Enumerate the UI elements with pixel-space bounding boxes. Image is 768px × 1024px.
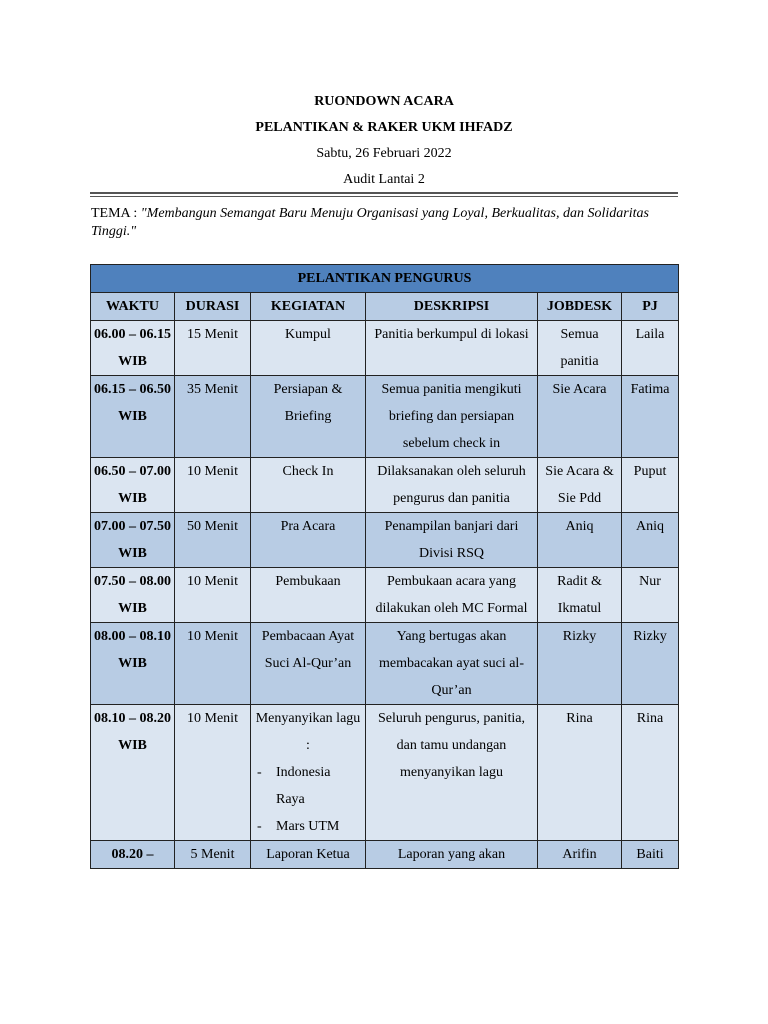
cell-durasi: 10 Menit (175, 623, 251, 705)
cell-waktu: 07.00 – 07.50 WIB (91, 513, 175, 568)
cell-kegiatan: Pembacaan Ayat Suci Al-Qur’an (251, 623, 366, 705)
cell-jobdesk: Radit & Ikmatul (538, 568, 622, 623)
tema-label: TEMA : (91, 206, 141, 221)
cell-waktu: 06.00 – 06.15 WIB (91, 321, 175, 376)
cell-pj: Fatima (622, 376, 679, 458)
cell-durasi: 50 Menit (175, 513, 251, 568)
cell-pj: Puput (622, 458, 679, 513)
table-row (91, 568, 679, 623)
table-row (91, 458, 679, 513)
cell-waktu: 08.10 – 08.20 WIB (91, 705, 175, 841)
cell-kegiatan (251, 705, 366, 841)
cell-deskripsi: Yang bertugas akan membacakan ayat suci al-Qur’an (366, 623, 538, 705)
tema-text: "Membangun Semangat Baru Menuju Organisasi yang Loyal, Berkualitas, dan Solidaritas Tinggi." (91, 206, 649, 239)
cell-deskripsi: Pembukaan acara yang dilakukan oleh MC Formal (366, 568, 538, 623)
cell-kegiatan: Laporan Ketua (251, 841, 366, 869)
cell-durasi: 15 Menit (175, 321, 251, 376)
cell-durasi: 10 Menit (175, 568, 251, 623)
cell-waktu: 08.00 – 08.10 WIB (91, 623, 175, 705)
cell-kegiatan: Check In (251, 458, 366, 513)
header-divider-thick (90, 192, 678, 194)
table-row (91, 705, 679, 841)
cell-durasi: 10 Menit (175, 458, 251, 513)
table-row (91, 623, 679, 705)
tema-paragraph (91, 205, 651, 241)
column-header-durasi: DURASI (175, 293, 251, 321)
cell-waktu: 06.15 – 06.50 WIB (91, 376, 175, 458)
cell-jobdesk: Semua panitia (538, 321, 622, 376)
cell-jobdesk: Arifin (538, 841, 622, 869)
doc-title: RUONDOWN ACARA (314, 94, 454, 109)
list-item: - Mars UTM (254, 813, 362, 840)
cell-deskripsi: Dilaksanakan oleh seluruh pengurus dan panitia (366, 458, 538, 513)
table-row (91, 841, 679, 869)
cell-waktu: 08.20 – (91, 841, 175, 869)
cell-deskripsi: Panitia berkumpul di lokasi (366, 321, 538, 376)
cell-pj: Nur (622, 568, 679, 623)
cell-kegiatan: Kumpul (251, 321, 366, 376)
column-header-waktu: WAKTU (91, 293, 175, 321)
cell-kegiatan: Pembukaan (251, 568, 366, 623)
kegiatan-text: Menyanyikan lagu : (255, 711, 361, 753)
list-item: - Indonesia Raya (254, 759, 362, 813)
cell-kegiatan: Pra Acara (251, 513, 366, 568)
column-header-deskripsi: DESKRIPSI (366, 293, 538, 321)
table-row (91, 376, 679, 458)
table-row (91, 513, 679, 568)
header-divider-thin (90, 196, 678, 197)
cell-jobdesk: Rina (538, 705, 622, 841)
cell-deskripsi: Penampilan banjari dari Divisi RSQ (366, 513, 538, 568)
cell-kegiatan: Persiapan & Briefing (251, 376, 366, 458)
section-title: PELANTIKAN PENGURUS (91, 265, 679, 293)
cell-durasi: 35 Menit (175, 376, 251, 458)
cell-deskripsi: Semua panitia mengikuti briefing dan persiapan sebelum check in (366, 376, 538, 458)
cell-deskripsi: Seluruh pengurus, panitia, dan tamu undangan menyanyikan lagu (366, 705, 538, 841)
cell-durasi: 10 Menit (175, 705, 251, 841)
document-header (0, 89, 768, 193)
cell-jobdesk: Sie Acara & Sie Pdd (538, 458, 622, 513)
column-header-jobdesk: JOBDESK (538, 293, 622, 321)
cell-jobdesk: Aniq (538, 513, 622, 568)
doc-date: Sabtu, 26 Februari 2022 (316, 146, 452, 161)
cell-waktu: 06.50 – 07.00 WIB (91, 458, 175, 513)
column-header-pj: PJ (622, 293, 679, 321)
rundown-table (90, 264, 679, 869)
cell-pj: Rina (622, 705, 679, 841)
cell-pj: Rizky (622, 623, 679, 705)
cell-pj: Laila (622, 321, 679, 376)
cell-pj: Baiti (622, 841, 679, 869)
doc-subtitle: PELANTIKAN & RAKER UKM IHFADZ (255, 120, 513, 135)
table-row (91, 321, 679, 376)
cell-pj: Aniq (622, 513, 679, 568)
cell-jobdesk: Sie Acara (538, 376, 622, 458)
cell-jobdesk: Rizky (538, 623, 622, 705)
cell-deskripsi: Laporan yang akan (366, 841, 538, 869)
doc-place: Audit Lantai 2 (343, 172, 425, 187)
column-header-kegiatan: KEGIATAN (251, 293, 366, 321)
cell-durasi: 5 Menit (175, 841, 251, 869)
cell-waktu: 07.50 – 08.00 WIB (91, 568, 175, 623)
song-list (254, 759, 362, 840)
